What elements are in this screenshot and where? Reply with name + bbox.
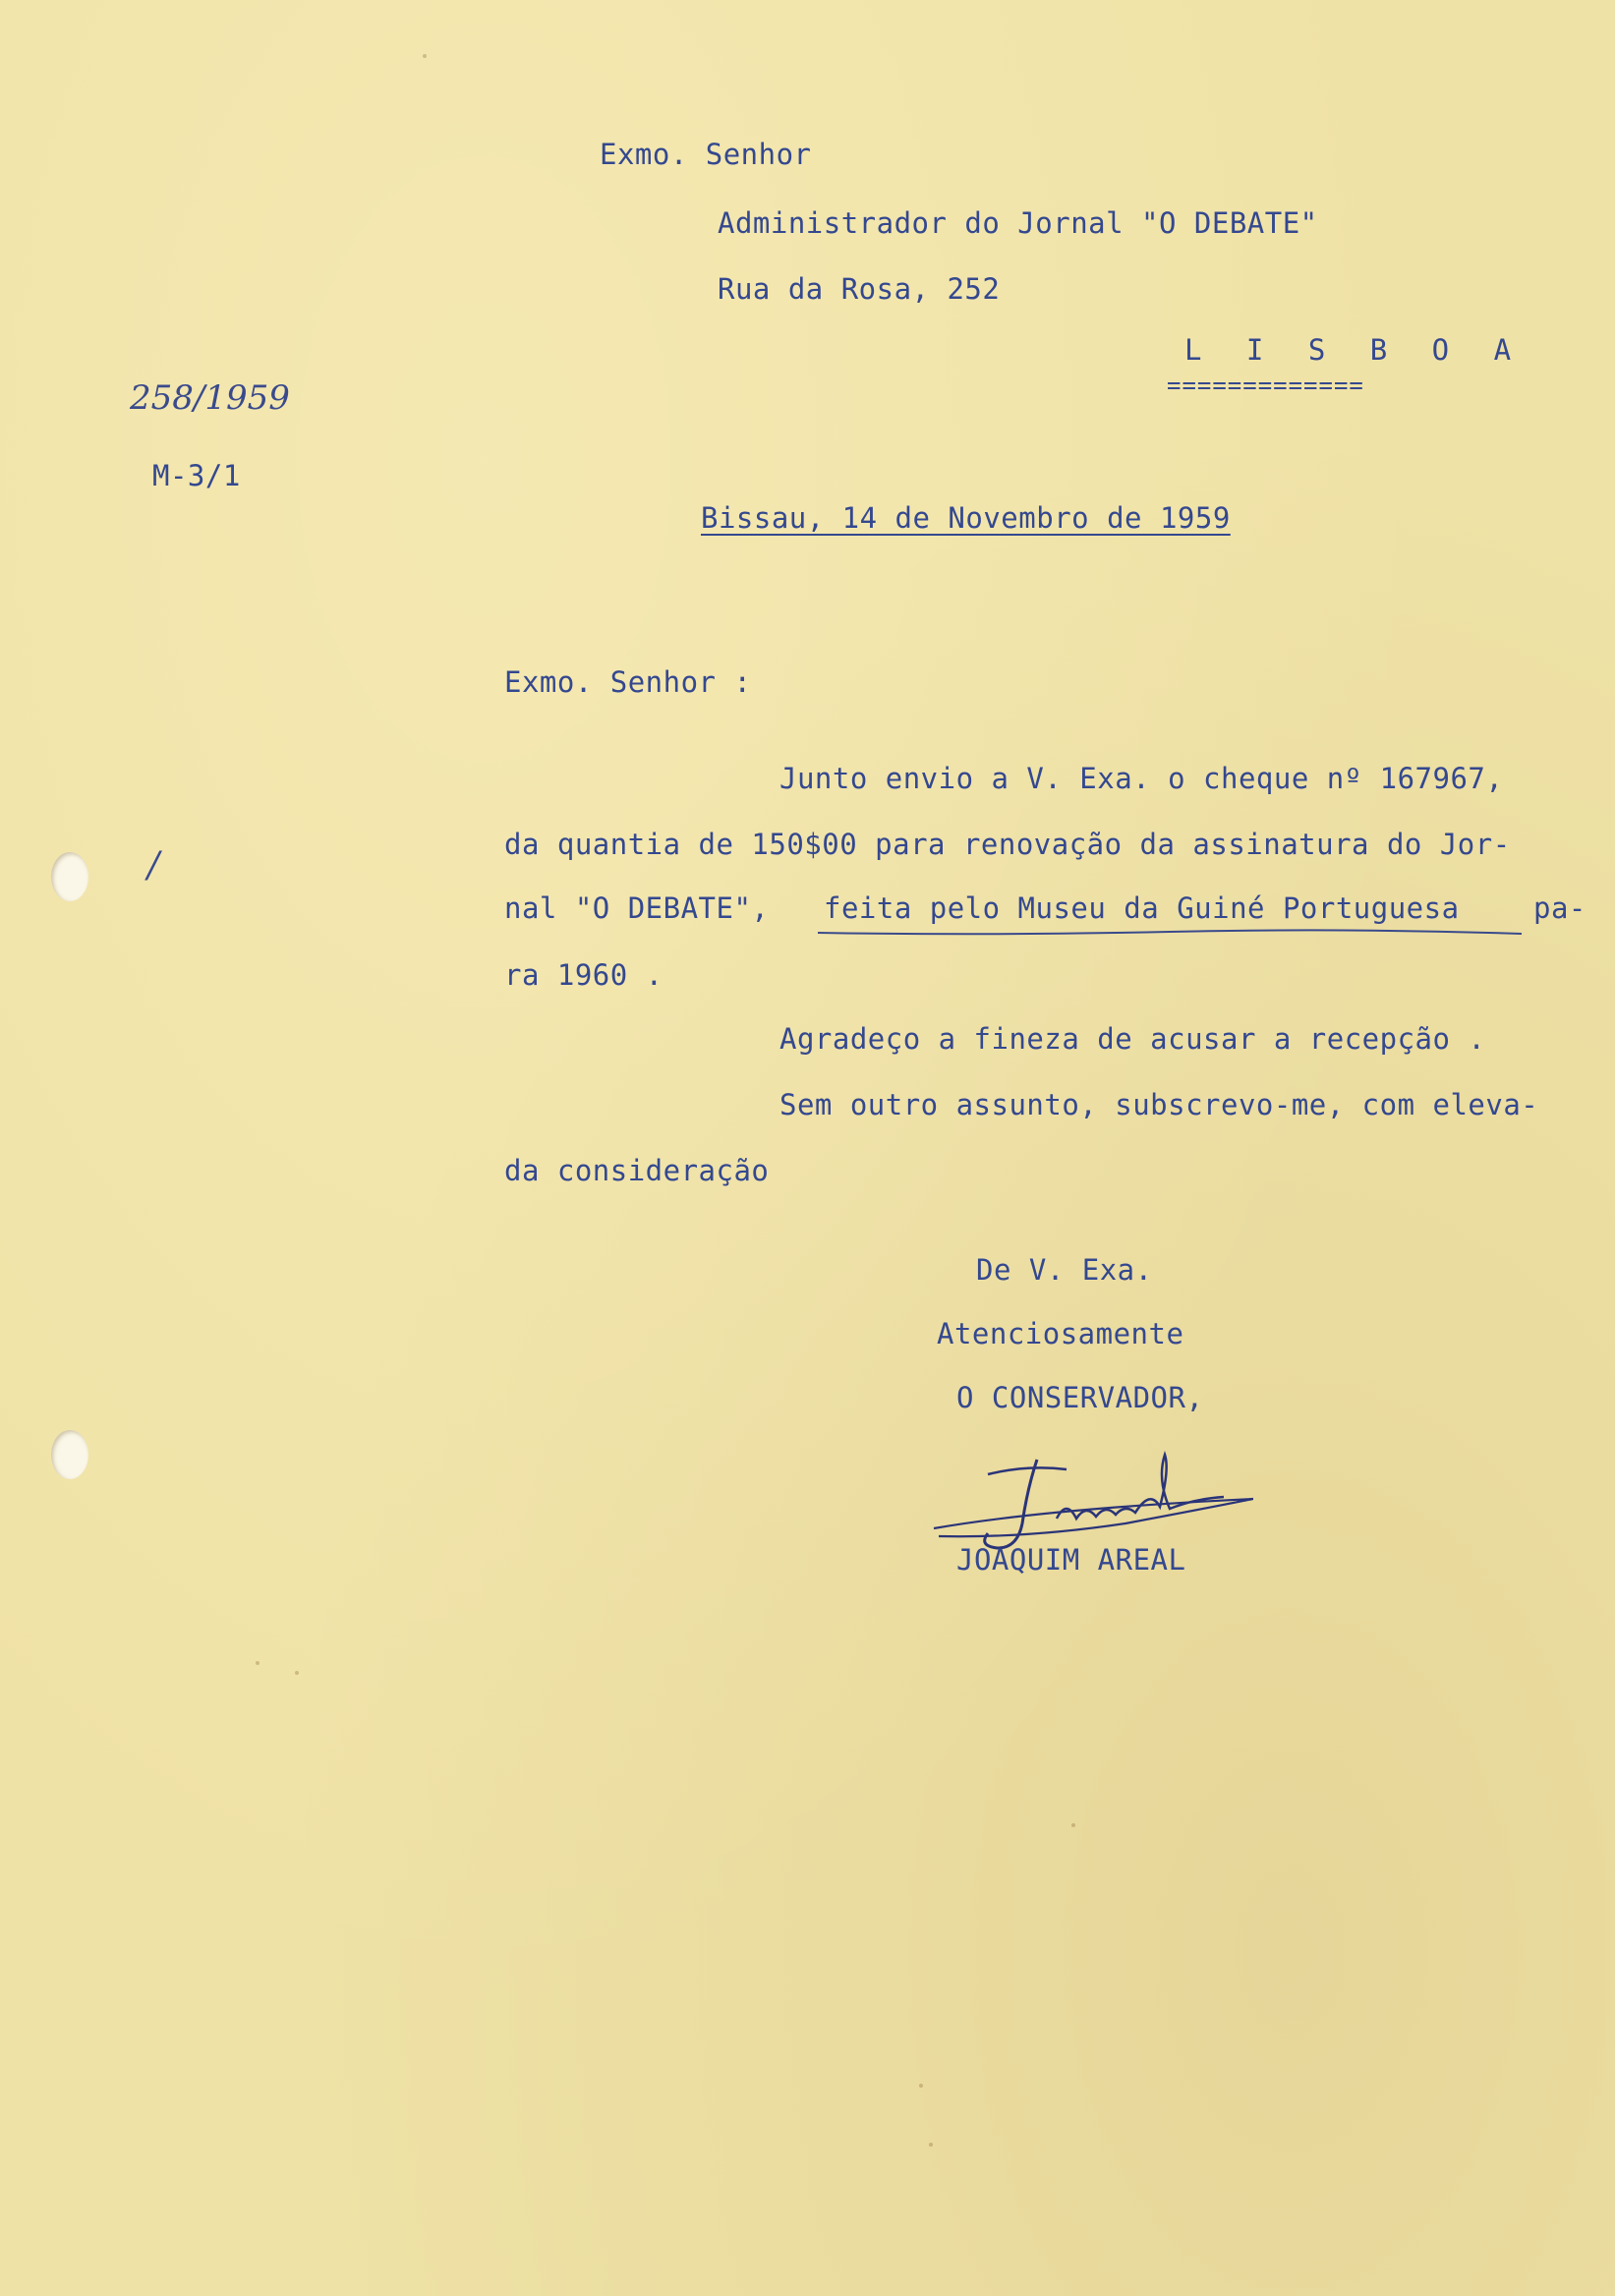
reference-code: M-3/1 [152,459,241,492]
paper-speck [929,2143,933,2147]
recipient-city-underline: ============= [1167,372,1364,399]
place-date: Bissau, 14 de Novembro de 1959 [701,501,1231,535]
paper-speck [256,1661,260,1665]
body-line-2: da quantia de 150$00 para renovação da assinatura do Jor- [504,828,1511,861]
closing-line-2: Atenciosamente [937,1317,1184,1350]
body-line-4: ra 1960 . [504,958,663,992]
punch-hole-bottom [51,1430,88,1479]
body-line-3-end: pa- [1533,891,1586,925]
body-line-7: da consideração [504,1154,770,1187]
paper-speck [1071,1823,1075,1827]
body-line-1: Junto envio a V. Exa. o cheque nº 167967, [779,762,1504,795]
recipient-title: Administrador do Jornal "O DEBATE" [718,206,1318,240]
handwritten-bracket-underline [816,929,1524,937]
closing-line-3: O CONSERVADOR, [956,1381,1204,1414]
paper-speck [423,54,427,58]
reference-number: 258/1959 [130,378,290,418]
body-line-3-start: nal "O DEBATE", [504,891,770,925]
punch-hole-top [51,852,88,901]
paper-speck [295,1671,299,1675]
body-line-6: Sem outro assunto, subscrevo-me, com eleva- [779,1088,1539,1121]
recipient-street: Rua da Rosa, 252 [718,272,1001,306]
letter-salutation: Exmo. Senhor : [504,665,752,699]
signatory-name: JOAQUIM AREAL [956,1543,1186,1577]
recipient-city: L I S B O A [1184,333,1526,367]
closing-line-1: De V. Exa. [976,1253,1153,1287]
margin-mark: / [147,845,160,886]
paper-speck [919,2084,923,2088]
recipient-salutation: Exmo. Senhor [600,138,812,171]
body-line-3-inserted-phrase: feita pelo Museu da Guiné Portuguesa [824,891,1460,925]
body-line-5: Agradeço a fineza de acusar a recepção . [779,1022,1486,1056]
